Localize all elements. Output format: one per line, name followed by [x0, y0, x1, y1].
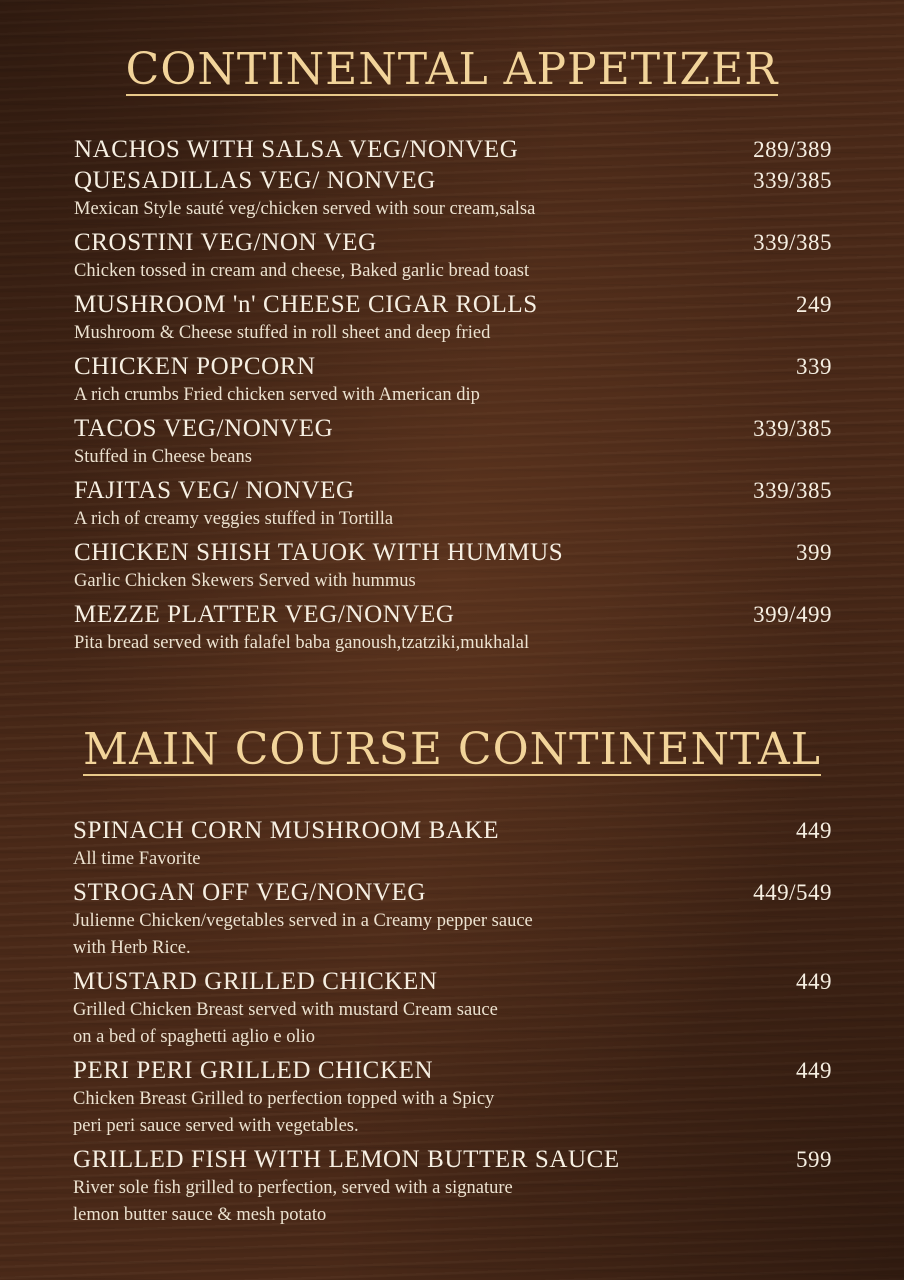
menu-item: [73, 1144, 832, 1229]
menu-item-price: 339/385: [753, 416, 832, 441]
menu-item-row: [73, 1055, 832, 1086]
menu-item-description: Chicken Breast Grilled to perfection topped with a Spicy: [73, 1089, 495, 1109]
menu-item: [74, 537, 832, 595]
menu-item: [74, 599, 832, 657]
menu-item: [74, 227, 832, 285]
menu-item-price: 599: [796, 1147, 832, 1172]
main-course-menu-list: [73, 815, 832, 1233]
menu-item-row: [73, 877, 832, 908]
menu-item-name: NACHOS WITH SALSA VEG/NONVEG: [74, 136, 519, 163]
menu-item-name: QUESADILLAS VEG/ NONVEG: [74, 167, 436, 194]
menu-item-description: Pita bread served with falafel baba ganoush,tzatziki,mukhalal: [74, 633, 530, 653]
menu-item: [73, 815, 832, 873]
menu-item-description: Chicken tossed in cream and cheese, Baked garlic bread toast: [74, 261, 530, 281]
menu-item-description: Mexican Style sauté veg/chicken served with sour cream,salsa: [74, 199, 536, 219]
menu-item-description: A rich crumbs Fried chicken served with American dip: [74, 385, 480, 405]
menu-item-row: [74, 134, 832, 165]
menu-item-row: [74, 351, 832, 382]
menu-item-price: 399: [796, 540, 832, 565]
menu-item-description: Grilled Chicken Breast served with mustard Cream sauce: [73, 1000, 498, 1020]
menu-item-description: Stuffed in Cheese beans: [74, 447, 252, 467]
menu-item-name: TACOS VEG/NONVEG: [74, 415, 334, 442]
menu-item: [74, 351, 832, 409]
menu-item-name: MUSHROOM 'n' CHEESE CIGAR ROLLS: [74, 291, 538, 318]
menu-item-price: 249: [796, 292, 832, 317]
menu-item-name: MEZZE PLATTER VEG/NONVEG: [74, 601, 455, 628]
menu-item-price: 339/385: [753, 168, 832, 193]
menu-item-row: [73, 966, 832, 997]
menu-item-row: [74, 165, 832, 196]
menu-item: [73, 966, 832, 1051]
menu-item-row: [74, 599, 832, 630]
menu-item: [74, 413, 832, 471]
menu-item-price: 339: [796, 354, 832, 379]
menu-item-name: CHICKEN POPCORN: [74, 353, 316, 380]
menu-item-row: [74, 537, 832, 568]
menu-item-description: A rich of creamy veggies stuffed in Tortilla: [74, 509, 394, 529]
menu-item-description: All time Favorite: [73, 849, 201, 869]
menu-item-row: [74, 289, 832, 320]
menu-item-description: lemon butter sauce & mesh potato: [73, 1205, 327, 1225]
section-title-appetizer: CONTINENTAL APPETIZER: [125, 44, 779, 95]
menu-item-price: 289/389: [753, 137, 832, 162]
menu-item: [73, 1055, 832, 1140]
menu-item-description: on a bed of spaghetti aglio e olio: [73, 1027, 315, 1047]
menu-item: [74, 475, 832, 533]
menu-item: [73, 877, 832, 962]
menu-item-description: River sole fish grilled to perfection, served with a signature: [73, 1178, 513, 1198]
appetizer-menu-list: [74, 134, 832, 661]
menu-item-description: Julienne Chicken/vegetables served in a Creamy pepper sauce: [73, 911, 533, 931]
menu-item-price: 449/549: [753, 880, 832, 905]
section-title-main-course: MAIN COURSE CONTINENTAL: [83, 724, 821, 775]
menu-item-name: CHICKEN SHISH TAUOK WITH HUMMUS: [74, 539, 564, 566]
menu-item-row: [74, 475, 832, 506]
menu-item-price: 339/385: [753, 478, 832, 503]
menu-item-description: peri peri sauce served with vegetables.: [73, 1116, 359, 1136]
menu-item: [74, 289, 832, 347]
menu-item-description: with Herb Rice.: [73, 938, 191, 958]
menu-item: [74, 165, 832, 223]
menu-item-name: FAJITAS VEG/ NONVEG: [74, 477, 355, 504]
menu-item-name: SPINACH CORN MUSHROOM BAKE: [73, 817, 500, 844]
menu-item: [74, 134, 832, 165]
menu-item-description: Mushroom & Cheese stuffed in roll sheet and deep fried: [74, 323, 491, 343]
menu-item-name: STROGAN OFF VEG/NONVEG: [73, 879, 427, 906]
menu-item-row: [74, 413, 832, 444]
menu-item-name: GRILLED FISH WITH LEMON BUTTER SAUCE: [73, 1146, 620, 1173]
menu-item-description: Garlic Chicken Skewers Served with hummus: [74, 571, 416, 591]
menu-item-price: 339/385: [753, 230, 832, 255]
menu-item-row: [73, 815, 832, 846]
menu-item-price: 399/499: [753, 602, 832, 627]
menu-item-name: CROSTINI VEG/NON VEG: [74, 229, 377, 256]
menu-item-name: MUSTARD GRILLED CHICKEN: [73, 968, 438, 995]
menu-item-price: 449: [796, 1058, 832, 1083]
menu-item-row: [73, 1144, 832, 1175]
menu-item-price: 449: [796, 818, 832, 843]
menu-item-name: PERI PERI GRILLED CHICKEN: [73, 1057, 434, 1084]
menu-item-price: 449: [796, 969, 832, 994]
menu-item-row: [74, 227, 832, 258]
